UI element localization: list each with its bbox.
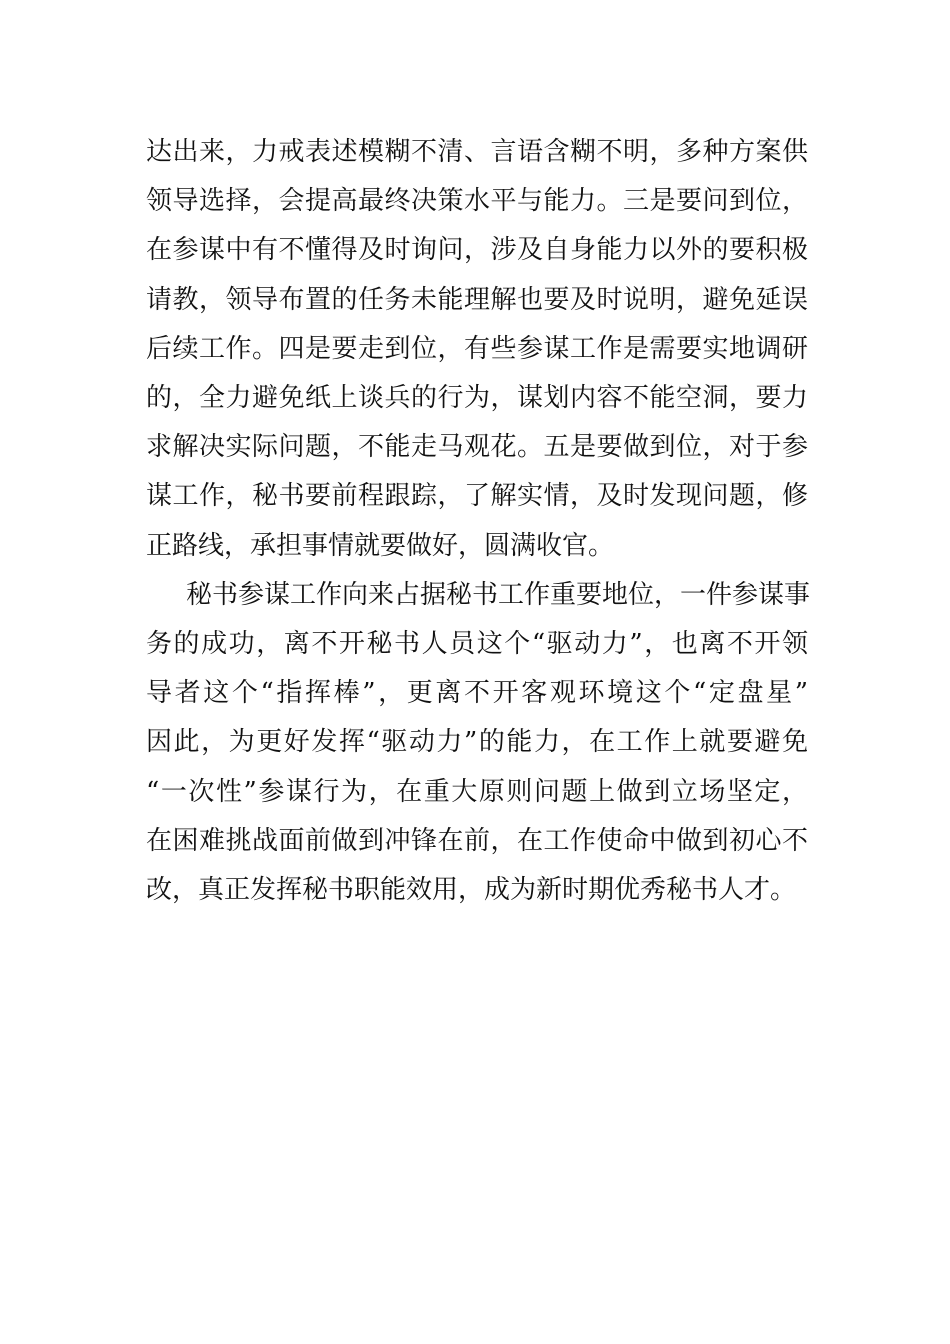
text-line: 务的成功，离不开秘书人员这个“驱动力”，也离不开领 xyxy=(146,629,808,660)
text-line: 因此，为更好发挥“驱动力”的能力，在工作上就要避免 xyxy=(146,727,808,758)
text-line: 求解决实际问题，不能走马观花。五是要做到位，对于参 xyxy=(146,432,808,463)
text-line: 请教，领导布置的任务未能理解也要及时说明，避免延误 xyxy=(146,284,808,315)
text-line: 达出来，力戒表述模糊不清、言语含糊不明，多种方案供 xyxy=(146,137,808,167)
text-line: “一次性”参谋行为，在重大原则问题上做到立场坚定， xyxy=(146,776,808,807)
text-line: 秘书参谋工作向来占据秘书工作重要地位，一件参谋事 xyxy=(186,579,811,610)
paragraph-1 xyxy=(146,128,808,571)
text-line: 领导选择，会提高最终决策水平与能力。三是要问到位， xyxy=(146,186,808,217)
text-line: 导者这个“指挥棒”，更离不开客观环境这个“定盘星” xyxy=(146,678,808,709)
paragraph-2 xyxy=(146,571,811,915)
text-line: 后续工作。四是要走到位，有些参谋工作是需要实地调研 xyxy=(146,333,808,364)
text-line: 的，全力避免纸上谈兵的行为，谋划内容不能空洞，要力 xyxy=(146,383,808,414)
text-line: 改，真正发挥秘书职能效用，成为新时期优秀秘书人才。 xyxy=(146,875,797,906)
text-line: 在困难挑战面前做到冲锋在前，在工作使命中做到初心不 xyxy=(146,825,808,856)
text-line: 正路线，承担事情就要做好，圆满收官。 xyxy=(146,530,615,561)
text-line: 谋工作，秘书要前程跟踪，了解实情，及时发现问题，修 xyxy=(146,481,808,512)
document-body xyxy=(146,128,811,915)
text-line: 在参谋中有不懂得及时询问，涉及自身能力以外的要积极 xyxy=(146,235,808,266)
